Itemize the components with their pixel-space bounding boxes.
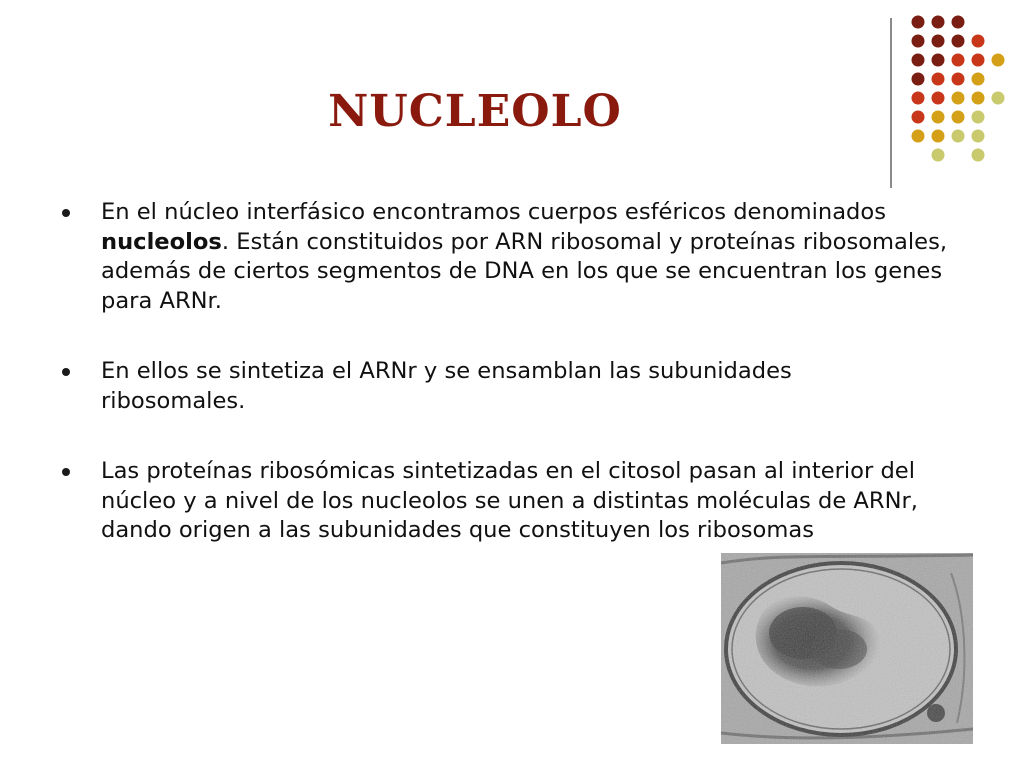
decor-dot: [932, 35, 945, 48]
slide-title: NUCLEOLO: [328, 86, 622, 137]
decor-dot: [972, 111, 985, 124]
decor-dot: [972, 35, 985, 48]
decor-dot: [952, 54, 965, 67]
decor-dot: [972, 149, 985, 162]
decor-dot: [952, 130, 965, 143]
bullet-dot-icon: [62, 468, 70, 476]
decor-dot: [972, 130, 985, 143]
decor-dot: [972, 54, 985, 67]
bullet-item: [60, 457, 960, 546]
decor-dot: [932, 16, 945, 29]
decor-dot: [912, 130, 925, 143]
decor-dot: [932, 73, 945, 86]
decor-dot: [932, 130, 945, 143]
bullet-dot-icon: [62, 209, 70, 217]
decor-dot: [912, 16, 925, 29]
bullet-item: [60, 198, 960, 316]
bullet-text: Las proteínas ribosómicas sintetizadas en el citosol pasan al interior del núcleo y a nivel de los nucleolos se unen a distintas moléculas de ARNr, dando origen a las subunidades que constituyen los ribosomas: [101, 458, 918, 543]
decor-dot: [932, 54, 945, 67]
decor-dot: [992, 92, 1005, 105]
micrograph-image: [721, 553, 973, 744]
bullet-text: En ellos se sintetiza el ARNr y se ensamblan las subunidades ribosomales.: [101, 358, 792, 414]
bullet-text: En el núcleo interfásico encontramos cuerpos esféricos denominados nucleolos. Están constituidos por ARN ribosomal y proteínas ribosomales, además de ciertos segmentos de DNA en los que se encuentran los genes para ARNr.: [101, 199, 948, 314]
decor-dot: [992, 54, 1005, 67]
decor-dot: [952, 73, 965, 86]
decor-dot: [912, 35, 925, 48]
bold-term: nucleolos: [101, 228, 222, 255]
decor-dot: [912, 54, 925, 67]
decor-dot: [972, 73, 985, 86]
decor-dot: [952, 35, 965, 48]
decor-dot: [952, 16, 965, 29]
bullet-dot-icon: [62, 368, 70, 376]
decor-dot: [932, 149, 945, 162]
bullet-item: [60, 357, 960, 416]
decor-dot: [912, 92, 925, 105]
decor-dot: [972, 92, 985, 105]
decor-dot: [912, 111, 925, 124]
decorative-dot-grid: [0, 0, 1024, 200]
decor-dot: [932, 111, 945, 124]
decor-dot: [912, 73, 925, 86]
decor-dot: [952, 111, 965, 124]
decor-dot: [932, 92, 945, 105]
bullet-list: [60, 198, 960, 546]
decor-dot: [952, 92, 965, 105]
